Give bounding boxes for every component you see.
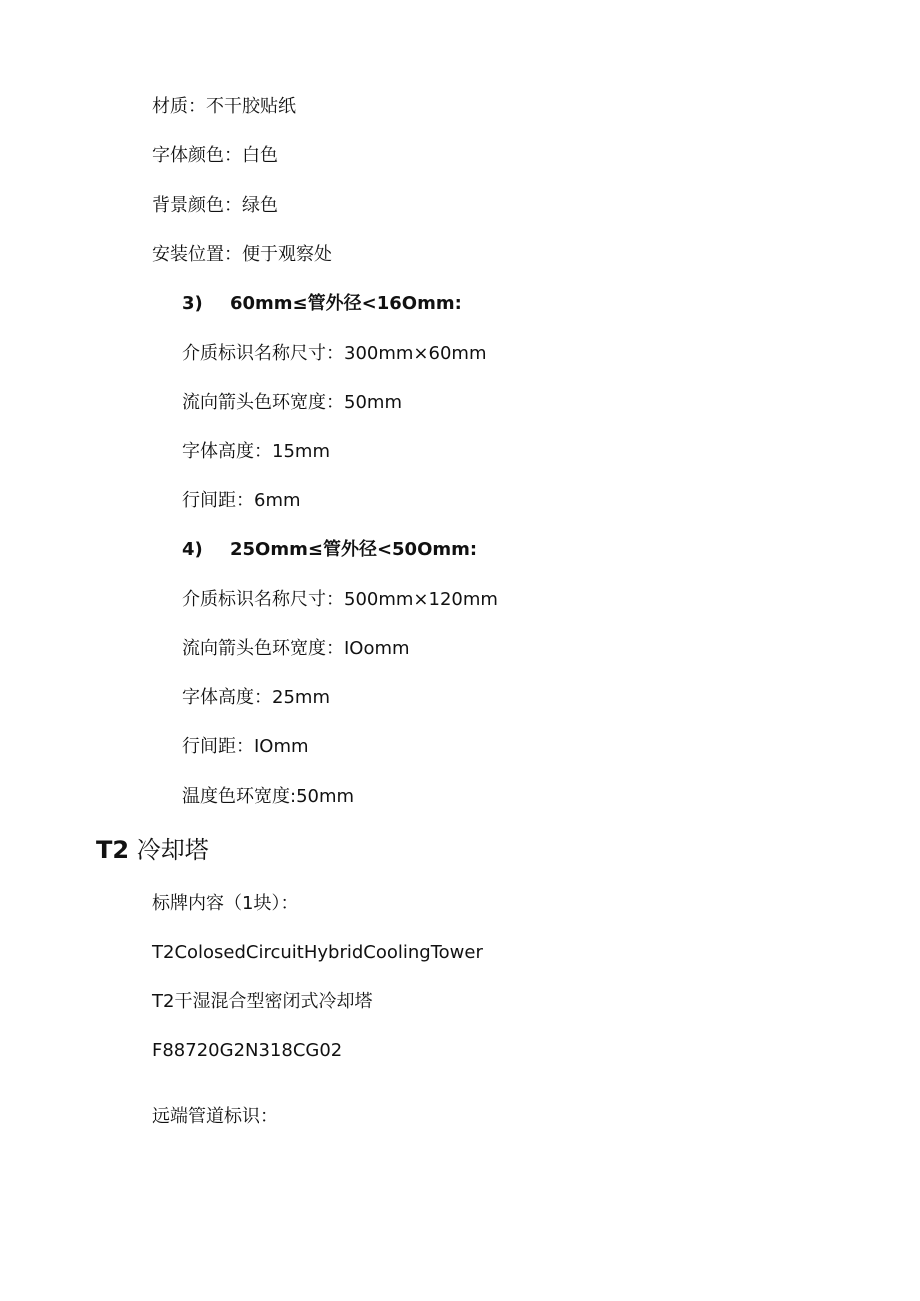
section-3-title: 60mm≤管外径<16Omm:: [230, 293, 462, 314]
english-name-line: T2ColosedCircuitHybridCoolingTower: [152, 942, 483, 963]
section-3-heading: [182, 292, 462, 316]
section-4-ring-width-line: 流向箭头色环宽度：IOomm: [182, 638, 410, 659]
section-4-heading: [182, 538, 477, 562]
background-color-line: 背景颜色：绿色: [152, 195, 278, 216]
section-3-size-line: 介质标识名称尺寸：300mm×60mm: [182, 343, 487, 364]
section-4-line-spacing-line: 行间距：IOmm: [182, 736, 309, 757]
chinese-name-line: T2干湿混合型密闭式冷却塔: [152, 991, 373, 1012]
section-3-number: 3): [182, 293, 203, 314]
material-line: 材质：不干胶贴纸: [152, 96, 296, 117]
section-4-title: 25Omm≤管外径<50Omm:: [230, 539, 478, 560]
section-4-font-height-line: 字体高度：25mm: [182, 687, 330, 708]
section-4-size-line: 介质标识名称尺寸：500mm×120mm: [182, 589, 498, 610]
install-position-line: 安装位置：便于观察处: [152, 244, 332, 265]
section-4-temp-ring-line: 温度色环宽度:50mm: [182, 786, 355, 807]
remote-pipe-label-line: 远端管道标识：: [152, 1106, 278, 1127]
t2-title-code: T2: [96, 836, 130, 864]
equipment-code-line: F88720G2N318CG02: [152, 1040, 343, 1061]
section-3-line-spacing-line: 行间距：6mm: [182, 490, 301, 511]
section-3-ring-width-line: 流向箭头色环宽度：50mm: [182, 392, 402, 413]
sign-content-line: 标牌内容（1块）：: [152, 893, 299, 914]
section-3-font-height-line: 字体高度：15mm: [182, 441, 330, 462]
font-color-line: 字体颜色：白色: [152, 145, 278, 166]
t2-title-name: 冷却塔: [136, 836, 209, 864]
section-4-number: 4): [182, 539, 203, 560]
t2-section-title: [96, 834, 209, 866]
